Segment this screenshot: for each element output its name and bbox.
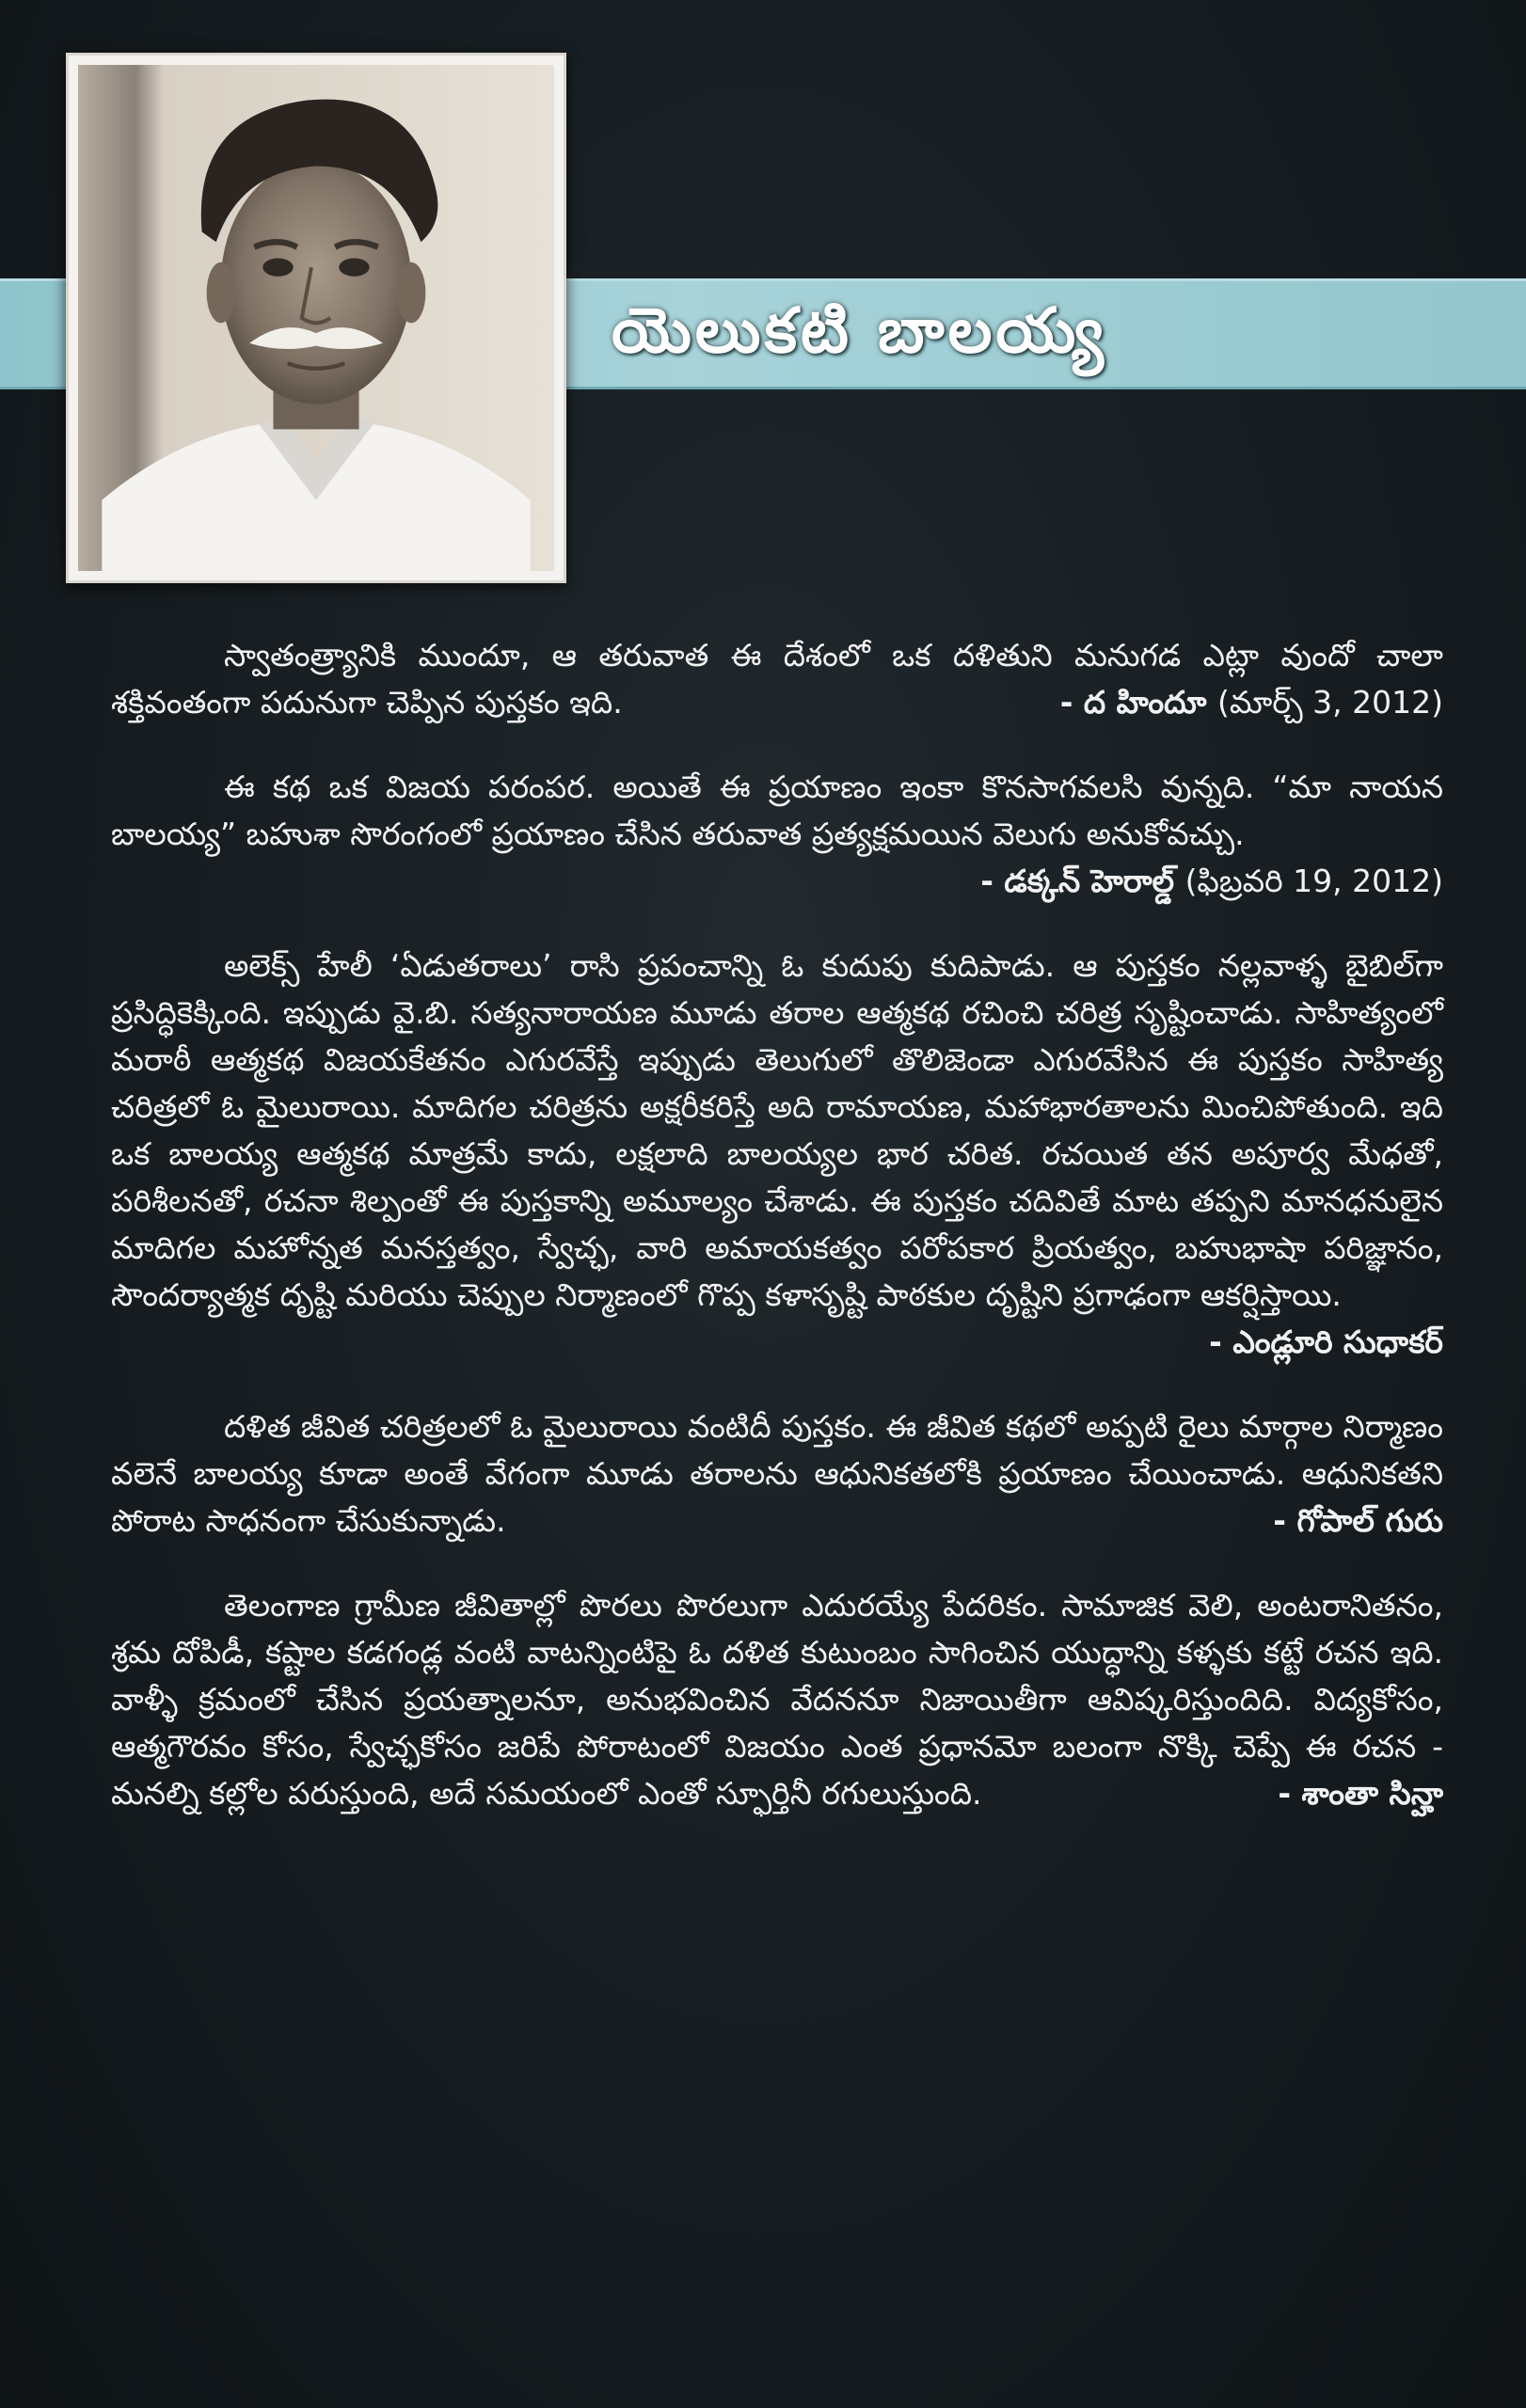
book-title: యెలుకటి బాలయ్య — [612, 294, 1107, 367]
review-date: (ఫిబ్రవరి 19, 2012) — [1184, 863, 1443, 899]
review-text: అలెక్స్ హేలీ ‘ఏడుతరాలు’ రాసి ప్రపంచాన్ని ఓ కుదుపు కుదిపాడు. ఆ పుస్తకం నల్లవాళ్ళ బైబిల్‌గా ప్రసిద్ధికెక్కింది. ఇప్పుడు వై.బి. సత్యనారాయణ మూడు తరాల ఆత్మకథ రచించి చరిత్ర సృష్టించాడు. సాహిత్యంలో మరాఠీ ఆత్మకథ విజయకేతనం ఎగురవేస్తే ఇప్పుడు తెలుగులో తొలిజెండా ఎగురవేసిన ఈ పుస్తకం సాహిత్య చరిత్రలో ఓ మైలురాయి. మాదిగల చరిత్రను అక్షరీకరిస్తే అది రామాయణ, మహాభారతాలను మించిపోతుంది. ఇది ఒక బాలయ్య ఆత్మకథ మాత్రమే కాదు, లక్షలాది బాలయ్యల భార చరిత. రచయిత తన అపూర్వ మేధతో, పరిశీలనతో, రచనా శిల్పంతో ఈ పుస్తకాన్ని అమూల్యం చేశాడు. ఈ పుస్తకం చదివితే మాట తప్పని మానధనులైన మాదిగల మహోన్నత మనస్తత్వం, స్వేచ్ఛ, వారి అమాయకత్వం పరోపకార ప్రియత్వం, బహుభాషా పరిజ్ఞానం, సౌందర్యాత్మక దృష్టి మరియు చెప్పుల నిర్మాణంలో గొప్ప కళాసృష్టి పాఠకుల దృష్టిని ప్రగాఢంగా ఆకర్షిస్తాయి. — [111, 947, 1444, 1313]
review-source: - శాంతా సిన్హా — [1278, 1775, 1443, 1812]
review-source: - ఎండ్లూరి సుధాకర్ — [1209, 1323, 1443, 1360]
review-text: దళిత జీవిత చరిత్రలలో ఓ మైలురాయి వంటిదీ పుస్తకం. ఈ జీవిత కథలో అప్పటి రైలు మార్గాల నిర్మాణం వలెనే బాలయ్య కూడా అంతే వేగంగా మూడు తరాలను ఆధునికతలోకి ప్రయాణం చేయించాడు. ఆధునికతని పోరాట సాధనంగా చేసుకున్నాడు. — [111, 1408, 1443, 1539]
author-photo-frame — [66, 53, 566, 583]
review-attribution — [1190, 1319, 1443, 1366]
review-source: - డక్కన్ హెరాల్డ్ — [980, 863, 1175, 899]
review-attribution — [962, 858, 1443, 905]
review-deccan-herald — [111, 764, 1443, 905]
review-date: (మార్చ్ 3, 2012) — [1216, 684, 1443, 721]
reviews-section — [111, 632, 1443, 1855]
review-attribution — [1041, 679, 1443, 726]
review-text: ఈ కథ ఒక విజయ పరంపర. అయితే ఈ ప్రయాణం ఇంకా కొనసాగవలసి వున్నది. “మా నాయన బాలయ్య” బహుశా సొరంగంలో ప్రయాణం చేసిన తరువాత ప్రత్యక్షమయిన వెలుగు అనుకోవచ్చు. — [111, 768, 1443, 852]
review-attribution — [1254, 1497, 1443, 1545]
review-source: - ద హిందూ — [1059, 684, 1207, 721]
author-photo — [78, 65, 554, 571]
review-text: తెలంగాణ గ్రామీణ జీవితాల్లో పొరలు పొరలుగా ఎదురయ్యే పేదరికం. సామాజిక వెలి, అంటరానితనం, శ్రమ దోపిడీ, కష్టాల కడగండ్ల వంటి వాటన్నింటిపై ఓ దళిత కుటుంబం సాగించిన యుద్ధాన్ని కళ్ళకు కట్టే రచన ఇది. వాళ్ళీ క్రమంలో చేసిన ప్రయత్నాలనూ, అనుభవించిన వేదననూ నిజాయితీగా ఆవిష్కరిస్తుందిది. విద్యకోసం, ఆత్మగౌరవం కోసం, స్వేచ్ఛకోసం జరిపే పోరాటంలో విజయం ఎంత ప్రధానమో బలంగా నొక్కి చెప్పే ఈ రచన - మనల్ని కల్లోల పరుస్తుంది, అదే సమయంలో ఎంతో స్ఫూర్తినీ రగులుస్తుంది. — [111, 1587, 1443, 1812]
review-endluri-sudhakar — [111, 943, 1443, 1366]
review-attribution — [1259, 1770, 1443, 1817]
review-source: - గోపాల్ గురు — [1273, 1502, 1443, 1539]
review-text: స్వాతంత్ర్యానికి ముందూ, ఆ తరువాత ఈ దేశంలో ఒక దళితుని మనుగడ ఎట్లా వుందో చాలా శక్తివంతంగా పదునుగా చెప్పిన పుస్తకం ఇది. — [111, 637, 1443, 721]
review-hindu — [111, 632, 1443, 726]
review-shantha-sinha — [111, 1582, 1443, 1817]
review-gopal-guru — [111, 1403, 1443, 1545]
